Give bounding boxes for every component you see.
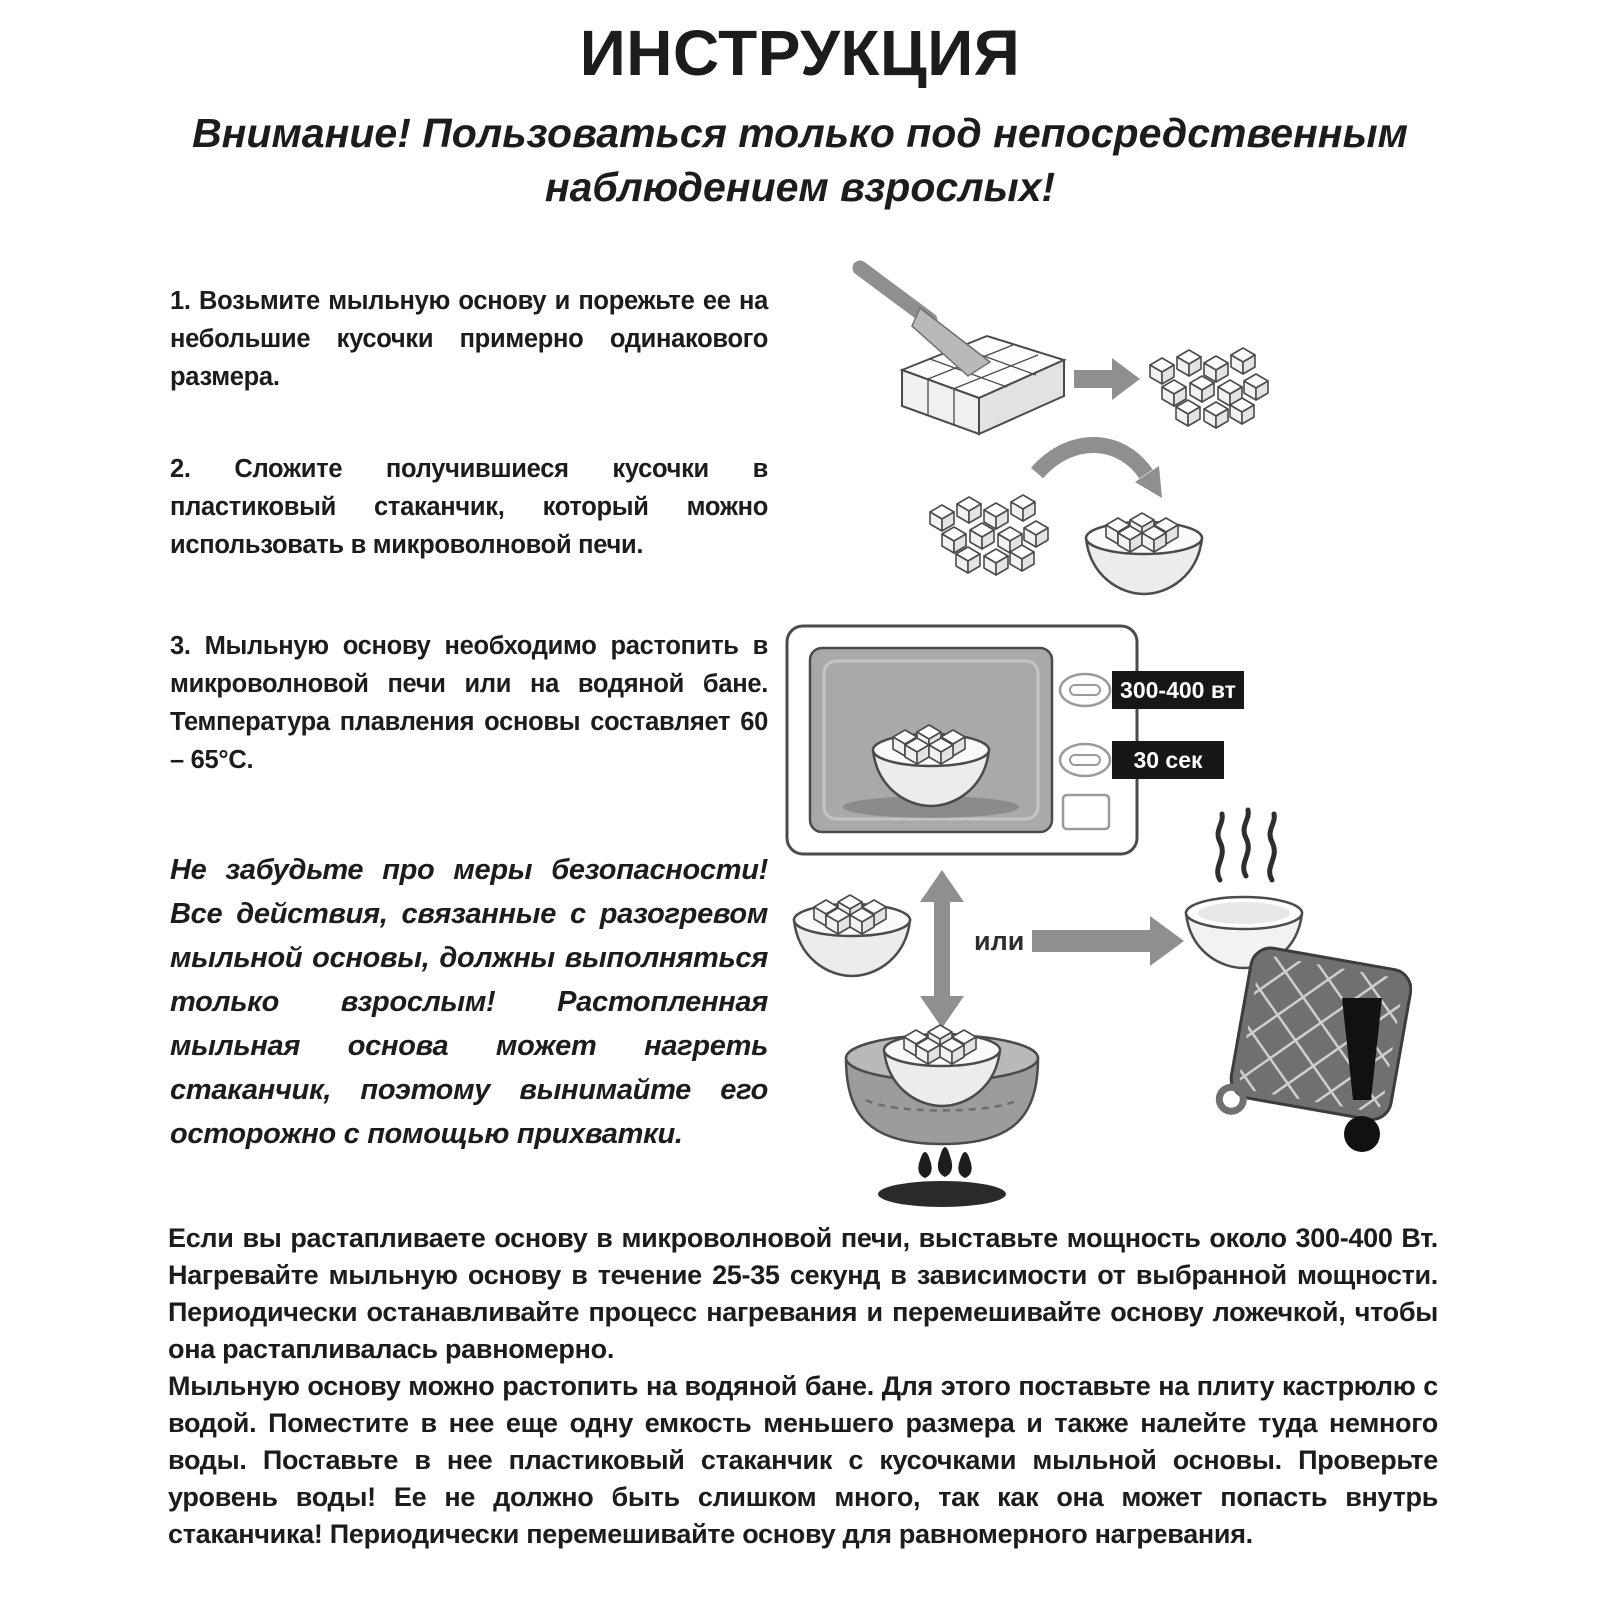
- pour-illustration: [930, 445, 1202, 594]
- time-label-text: 30 сек: [1133, 747, 1203, 773]
- step-1-text: 1. Возьмите мыльную основу и порежьте ее на небольшие кусочки примерно одинакового размера.: [170, 287, 768, 391]
- curved-arrow-icon: [1037, 445, 1146, 474]
- cup-with-cubes-icon: [794, 895, 910, 976]
- horizontal-arrow-icon: [1032, 916, 1184, 966]
- safety-note: Не забудьте про меры безопасности! Все действия, связанные с разогревом мыльной основы, должны выполняться только взрослым! Растопленная мыльная основа может нагреть стаканчик, поэтому вынимайте его осторожно с помощью прихватки.: [170, 854, 768, 1150]
- cup-with-cubes-icon: [1086, 513, 1202, 594]
- warning-subtitle: Внимание! Пользоваться только под непосредственным наблюдением взрослых!: [192, 110, 1408, 211]
- microwave-open-button: [1063, 795, 1109, 829]
- potholder-icon: [1161, 751, 1412, 1218]
- arrow-right-icon: [1074, 358, 1140, 400]
- burner-base: [878, 1181, 1006, 1207]
- waterbath-illustration: [846, 1025, 1038, 1207]
- burner-flames-icon: [918, 1147, 971, 1178]
- microwave-power-dial: [1060, 674, 1110, 706]
- step-3-text: 3. Мыльную основу необходимо растопить в микроволновой печи или на водяной бане. Температура плавления основы составляет 60 – 65°С.: [170, 632, 768, 774]
- steam-icon: [1218, 810, 1275, 880]
- or-label: или: [974, 926, 1025, 956]
- steps-column: [170, 282, 768, 1202]
- microwave-time-dial: [1060, 744, 1110, 776]
- microwave-paragraph: Если вы растапливаете основу в микроволновой печи, выставьте мощность около 300-400 Вт. Нагревайте мыльную основу в течение 25-35 секунд в зависимости от выбранной мощности. Периодически останавливайте процесс нагревания и перемешивайте основу ложечкой, чтобы она растапливалась равномерно.: [168, 1223, 1438, 1364]
- microwave-illustration: [787, 626, 1244, 854]
- cube-pile-icon: [1150, 348, 1268, 428]
- page-title: ИНСТРУКЦИЯ: [579, 17, 1021, 89]
- soap-block-icon: [902, 336, 1064, 434]
- power-label: [1112, 671, 1244, 709]
- step-2-text: 2. Сложите получившиеся кусочки в пластиковый стаканчик, который можно использовать в микроволновой печи.: [170, 455, 768, 559]
- illustration-column: [782, 258, 1412, 1218]
- bottom-paragraphs: [168, 1220, 1438, 1553]
- cutting-illustration: [860, 268, 1268, 434]
- time-label: [1112, 741, 1224, 779]
- waterbath-paragraph: Мыльную основу можно растопить на водяной бане. Для этого поставьте на плиту кастрюлю с водой. Поместите в нее еще одну емкость меньшего размера и также налейте туда немного воды. Поставьте в нее пластиковый стаканчик с кусочками мыльной основы. Проверьте уровень воды! Ее не должно быть слишком много, так как она может попасть внутрь стаканчика! Периодически перемешивайте основу для равномерного нагревания.: [168, 1371, 1438, 1549]
- power-label-text: 300-400 вт: [1120, 677, 1236, 703]
- vertical-double-arrow-icon: [920, 870, 964, 1028]
- cube-pile-icon: [930, 495, 1048, 575]
